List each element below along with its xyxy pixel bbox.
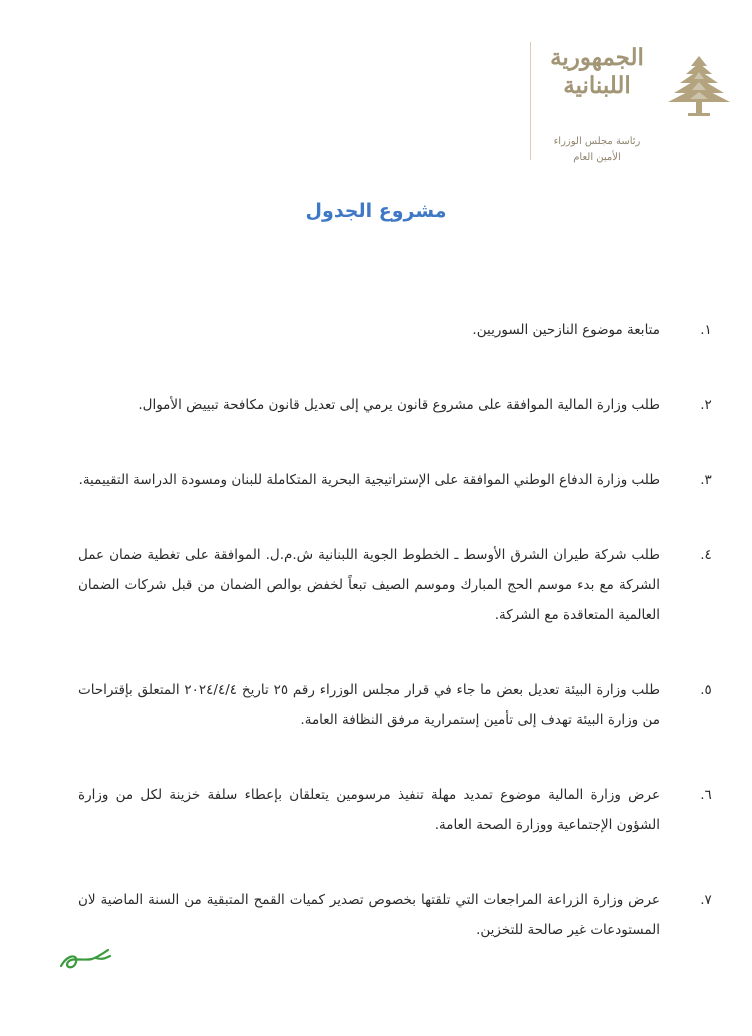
agenda-item [78, 465, 712, 495]
agenda-item [78, 885, 712, 945]
office-line-secretary: الأمين العام [573, 152, 621, 163]
agenda-item-text: طلب شركة طيران الشرق الأوسط ـ الخطوط الجوية اللبنانية ش.م.ل. الموافقة على تغطية ضمان عمل الشركة مع بدء موسم الحج المبارك وموسم الصيف تبعاً لخفض بوالص الضمان من قبل شركات الضمان العالمية المتعاقدة مع الشركة. [78, 547, 660, 623]
agenda-item-text: طلب وزارة البيئة تعديل بعض ما جاء في قرار مجلس الوزراء رقم ٢٥ تاريخ ٢٠٢٤/٤/٤ المتعلق بإقتراحات من وزارة البيئة تهدف إلى تأمين إستمرارية مرفق النظافة العامة. [78, 682, 660, 728]
agenda-item [78, 780, 712, 840]
page-title: مشروع الجدول [305, 200, 447, 222]
office-name [542, 134, 652, 166]
agenda-item-text: متابعة موضوع النازحين السوريين. [472, 322, 660, 338]
agenda-item-number: ٢. [700, 397, 712, 413]
cedar-icon [664, 52, 734, 122]
agenda-item-number: ٦. [700, 787, 712, 803]
agenda-item-text: طلب وزارة المالية الموافقة على مشروع قانون يرمي إلى تعديل قانون مكافحة تبييض الأموال. [138, 397, 660, 413]
agenda-list [78, 315, 712, 990]
signature-icon [58, 944, 114, 974]
office-line-council: رئاسة مجلس الوزراء [553, 136, 641, 147]
emblem-divider [530, 42, 531, 160]
agenda-item [78, 315, 712, 345]
agenda-item-number: ٥. [700, 682, 712, 698]
agenda-item-number: ٤. [700, 547, 712, 563]
agenda-item-text: عرض وزارة الزراعة المراجعات التي تلقتها بخصوص تصدير كميات القمح المتبقية من السنة الماضية لان المستودعات غير صالحة للتخزين. [78, 892, 660, 938]
agenda-item [78, 540, 712, 630]
agenda-item-number: ١. [700, 322, 712, 338]
agenda-item-number: ٧. [700, 892, 712, 908]
agenda-item-number: ٣. [700, 472, 712, 488]
agenda-item-text: طلب وزارة الدفاع الوطني الموافقة على الإستراتيجية البحرية المتكاملة للبنان ومسودة الدراسة التقييمية. [78, 472, 660, 488]
agenda-item [78, 390, 712, 420]
agenda-item [78, 675, 712, 735]
agenda-item-text: عرض وزارة المالية موضوع تمديد مهلة تنفيذ مرسومين يتعلقان بإعطاء سلفة خزينة لكل من وزارة الشؤون الإجتماعية ووزارة الصحة العامة. [78, 787, 660, 833]
republic-name: الجمهورية اللبنانية [550, 44, 644, 99]
letterhead-emblem [530, 38, 740, 178]
